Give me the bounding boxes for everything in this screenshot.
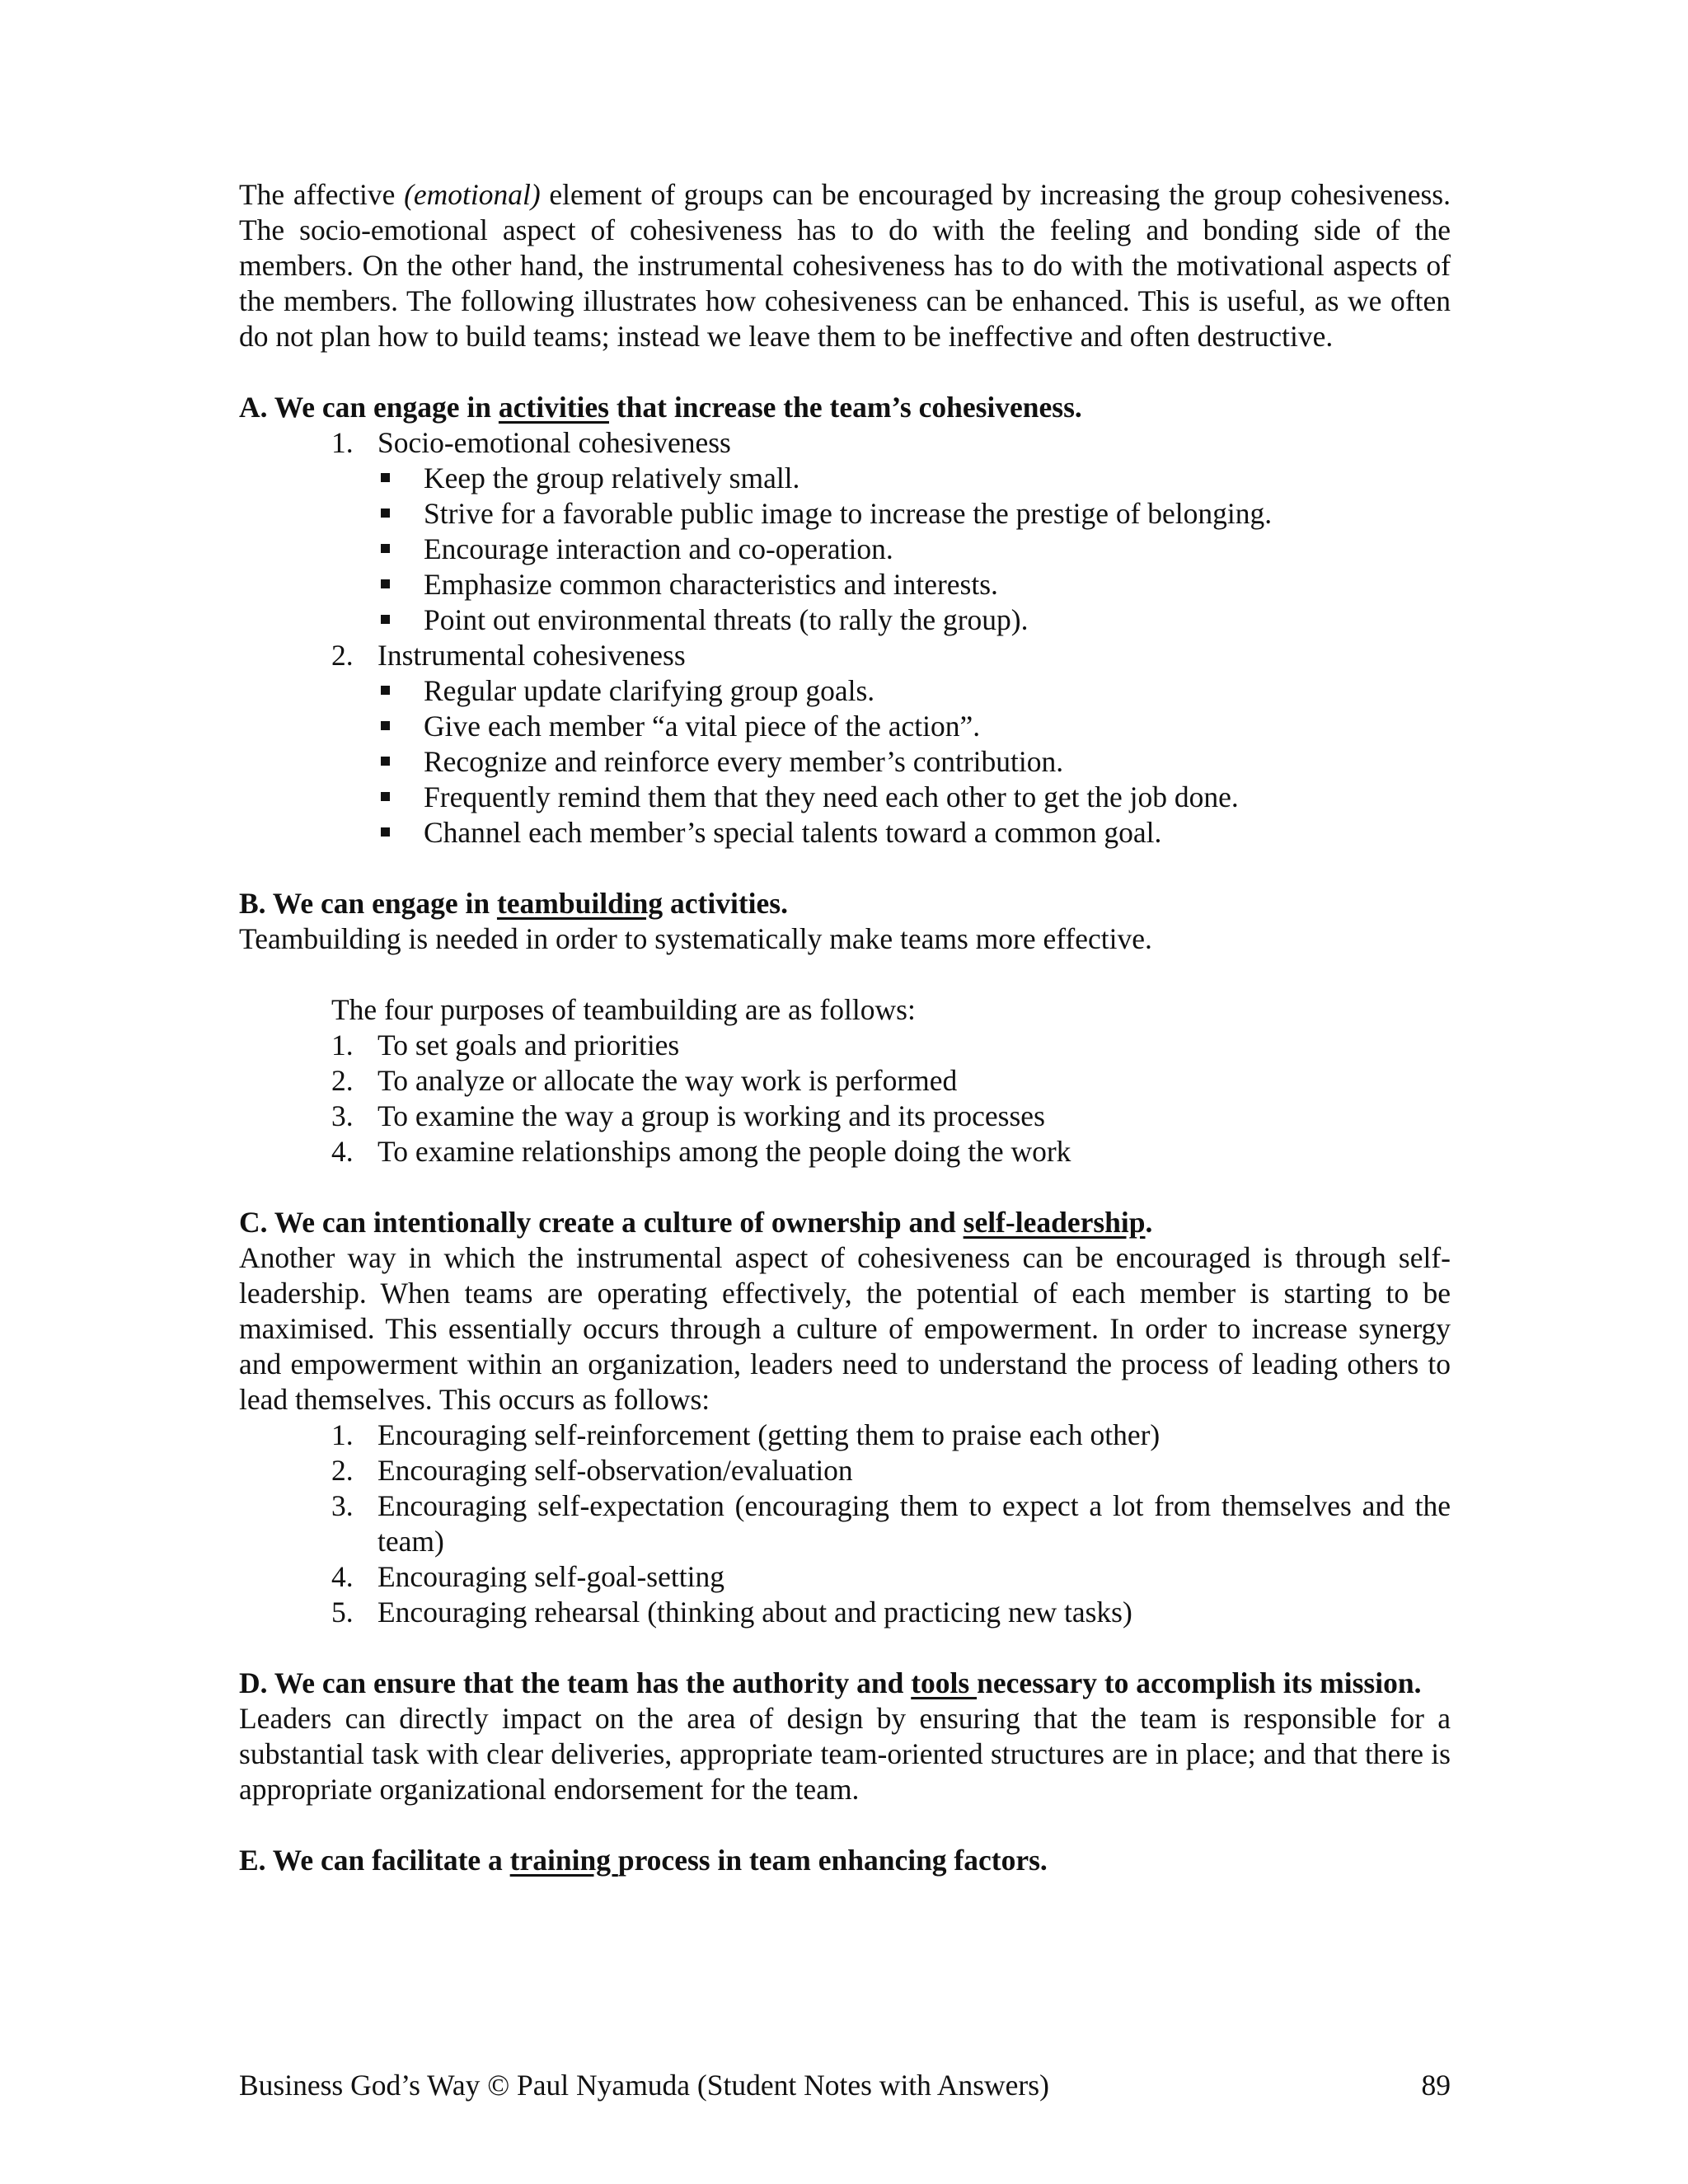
square-bullet-icon [381,473,390,482]
square-bullet-icon [381,615,390,624]
list-item: 1. Socio-emotional cohesiveness [331,426,731,459]
section-d-keyword: tools [911,1666,978,1699]
bullet-item: Channel each member’s special talents toward a common goal. [239,815,1451,851]
section-c-heading: C. We can intentionally create a culture of ownership and self-leadership. [239,1206,1153,1239]
purposes-list [239,1028,1451,1169]
bullet-item: Recognize and reinforce every member’s contribution. [239,744,1451,780]
section-d-heading: D. We can ensure that the team has the authority and tools necessary to accomplish its mission. [239,1666,1422,1699]
bullet-item: Strive for a favorable public image to increase the prestige of belonging. [239,496,1451,532]
section-b-keyword: teambuilding [496,887,663,920]
page-number: 89 [1421,2069,1451,2102]
list-item: 1. Encouraging self-reinforcement (getting them to praise each other) [331,1418,1160,1451]
list-item: 5. Encouraging rehearsal (thinking about and practicing new tasks) [331,1596,1132,1629]
list-item: 4. To examine relationships among the people doing the work [331,1135,1071,1168]
intro-text-start: The affective [239,178,405,211]
footer-title: Business God’s Way © Paul Nyamuda (Student Notes with Answers) [239,2069,1049,2102]
section-e-heading: E. We can facilitate a training process in team enhancing factors. [239,1844,1048,1877]
page-body [239,177,1451,1878]
section-b-text: Teambuilding is needed in order to systematically make teams more effective. [239,922,1152,955]
page-footer [239,2068,1451,2103]
bullet-item: Give each member “a vital piece of the action”. [239,709,1451,744]
square-bullet-icon [381,827,390,837]
bullet-item: Regular update clarifying group goals. [239,673,1451,709]
bullet-item: Frequently remind them that they need each other to get the job done. [239,780,1451,815]
section-c-list [239,1418,1451,1630]
square-bullet-icon [381,544,390,553]
list-item: 1. To set goals and priorities [331,1029,680,1062]
bullet-list-socio-emotional [239,461,1451,638]
section-c-text: Another way in which the instrumental aspect of cohesiveness can be encouraged is through self-leadership. When teams are operating effectively, the potential of each member is starting to be maximised. This essentially occurs through a culture of empowerment. In order to increase synergy and empowerment within an organization, leaders need to understand the process of leading others to lead themselves. This occurs as follows: [239,1241,1451,1416]
square-bullet-icon [381,579,390,588]
list-item: 4. Encouraging self-goal-setting [331,1560,724,1593]
square-bullet-icon [381,721,390,730]
list-item: 2. Encouraging self-observation/evaluation [331,1454,853,1487]
section-a-heading: A. We can engage in activities that increase the team’s cohesiveness. [239,391,1082,424]
intro-text-rest: element of groups can be encouraged by increasing the group cohesiveness. The socio-emotional aspect of cohesiveness has to do with the feeling and bonding side of the members. On the other hand, the instrumental cohesiveness has to do with the motivational aspects of the members. The following illustrates how cohesiveness can be enhanced. This is useful, as we often do not plan how to build teams; instead we leave them to be ineffective and often destructive. [239,178,1451,353]
bullet-list-instrumental [239,673,1451,851]
section-e-keyword: training [509,1844,618,1877]
section-c-keyword: self-leadership [963,1206,1146,1239]
list-item: 3. To examine the way a group is working and its processes [331,1099,1045,1132]
section-a-keyword: activities [498,391,609,424]
square-bullet-icon [381,792,390,801]
list-item: 2. To analyze or allocate the way work is performed [331,1064,958,1097]
square-bullet-icon [381,757,390,766]
list-item: 3. Encouraging self-expectation (encouraging them to expect a lot from themselves and the team) [331,1489,1451,1558]
bullet-item: Keep the group relatively small. [239,461,1451,496]
bullet-item: Encourage interaction and co-operation. [239,532,1451,567]
section-d-text: Leaders can directly impact on the area of design by ensuring that the team is responsible for a substantial task with clear deliveries, appropriate team-oriented structures are in place; and that there is appropriate organizational endorsement for the team. [239,1702,1451,1806]
bullet-item: Emphasize common characteristics and interests. [239,567,1451,602]
square-bullet-icon [381,509,390,518]
purposes-intro: The four purposes of teambuilding are as follows: [331,993,916,1026]
intro-paragraph [239,177,1451,354]
list-item: 2. Instrumental cohesiveness [331,639,686,672]
section-b-heading: B. We can engage in teambuilding activities. [239,887,788,920]
bullet-item: Point out environmental threats (to rally the group). [239,602,1451,638]
square-bullet-icon [381,686,390,695]
section-a-list [239,425,1451,851]
intro-emphasis: (emotional) [404,178,541,211]
